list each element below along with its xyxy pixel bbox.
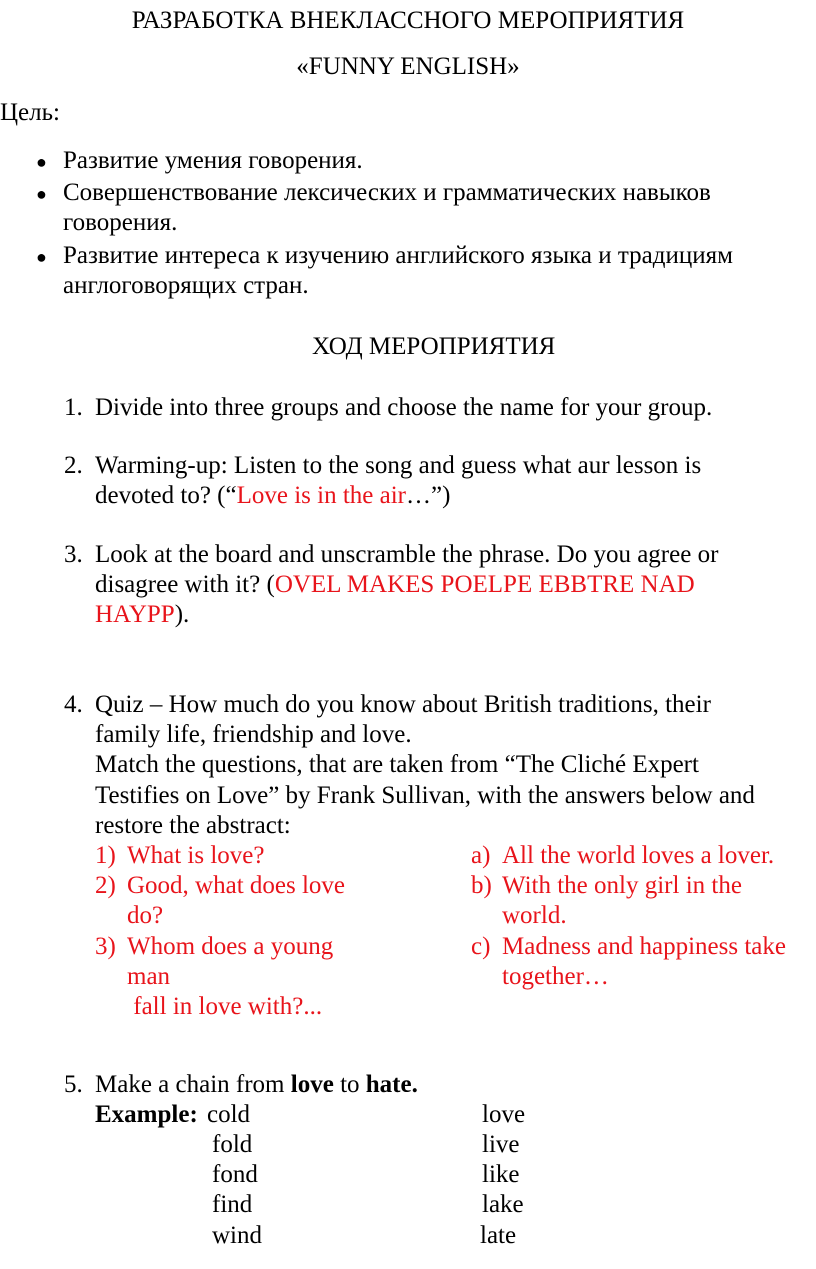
chain-word: live <box>482 1131 520 1158</box>
question-1: What is love? <box>127 842 265 869</box>
goal-bullet-2-line-1: Совершенствование лексических и грамматических навыков <box>63 179 711 206</box>
answer-c-line-2: together… <box>502 963 609 990</box>
chain-word: love <box>482 1101 526 1128</box>
word-hate: hate. <box>365 1071 418 1098</box>
bullet-icon: ● <box>36 152 47 172</box>
goal-bullet-2-line-2: говорения. <box>63 209 178 236</box>
item-4-line-2: family life, friendship and love. <box>95 721 412 748</box>
answer-letter: a) <box>471 842 491 869</box>
document-title: РАЗРАБОТКА ВНЕКЛАССНОГО МЕРОПРИЯТИЯ <box>131 7 685 34</box>
item-4-line-3: Match the questions, that are taken from “The Cliché Expert <box>95 751 699 778</box>
goal-label: Цель: <box>0 99 60 126</box>
answer-b-line-1: With the only girl in the <box>502 872 742 899</box>
chain-word: like <box>482 1161 520 1188</box>
item-3-line-1: Look at the board and unscramble the phrase. Do you agree or <box>95 541 719 568</box>
chain-word: lake <box>482 1191 524 1218</box>
goal-bullet-3-line-2: англоговорящих стран. <box>63 272 309 299</box>
question-3-line-2: man <box>127 963 171 990</box>
answer-c-line-1: Madness and happiness take <box>502 933 786 960</box>
question-number: 2) <box>95 872 116 899</box>
scrambled-phrase: OVEL MAKES POELPE EBBTRE NAD <box>274 571 695 598</box>
chain-word: cold <box>207 1101 251 1128</box>
answer-letter: b) <box>471 872 492 899</box>
chain-word: find <box>212 1191 253 1218</box>
answer-letter: c) <box>471 933 491 960</box>
item-3-text-post: ). <box>174 601 190 628</box>
example-label: Example: <box>95 1101 198 1128</box>
question-2-line-1: Good, what does love <box>127 872 346 899</box>
question-3-line-3: fall in love with?... <box>127 993 323 1020</box>
item-3-line-2 <box>95 570 695 600</box>
item-4-line-4: Testifies on Love” by Frank Sullivan, with the answers below and <box>95 782 755 809</box>
goal-bullet-3-line-1: Развитие интереса к изучению английского языка и традициям <box>63 242 733 269</box>
bullet-icon: ● <box>36 184 47 204</box>
item-number: 3. <box>64 541 83 568</box>
word-love: love <box>290 1071 334 1098</box>
section-title: ХОД МЕРОПРИЯТИЯ <box>312 333 556 360</box>
chain-word: fond <box>212 1161 258 1188</box>
answer-a: All the world loves a lover. <box>502 842 775 869</box>
item-number: 1. <box>64 394 83 421</box>
chain-word: late <box>480 1222 517 1249</box>
answer-b-line-2: world. <box>502 902 567 929</box>
bullet-icon: ● <box>36 247 47 267</box>
item-3-line-3 <box>95 600 189 630</box>
chain-word: wind <box>212 1222 262 1249</box>
item-2-line-2 <box>95 481 450 511</box>
question-2-line-2: do? <box>127 902 164 929</box>
item-5-text-mid: to <box>333 1071 366 1098</box>
item-4-line-5: restore the abstract: <box>95 812 291 839</box>
item-number: 5. <box>64 1071 83 1098</box>
scrambled-phrase-end: HAYPP <box>95 601 175 628</box>
song-title: Love is in the air <box>236 482 407 509</box>
item-1-text: Divide into three groups and choose the name for your group. <box>95 394 713 421</box>
question-number: 1) <box>95 842 116 869</box>
item-5-instruction <box>95 1070 418 1100</box>
item-number: 2. <box>64 452 83 479</box>
document-subtitle: «FUNNY ENGLISH» <box>296 53 520 80</box>
item-number: 4. <box>64 691 83 718</box>
chain-word: fold <box>212 1131 253 1158</box>
question-number: 3) <box>95 933 116 960</box>
item-2-text-post: …”) <box>406 482 451 509</box>
question-3-line-1: Whom does a young <box>127 933 334 960</box>
item-3-text-pre: disagree with it? ( <box>95 571 275 598</box>
item-2-text-pre: devoted to? (“ <box>95 482 237 509</box>
item-5-text-pre: Make a chain from <box>95 1071 291 1098</box>
goal-bullet-1: Развитие умения говорения. <box>63 147 363 174</box>
item-2-line-1: Warming-up: Listen to the song and guess what aur lesson is <box>95 452 702 479</box>
item-4-line-1: Quiz – How much do you know about British traditions, their <box>95 691 711 718</box>
